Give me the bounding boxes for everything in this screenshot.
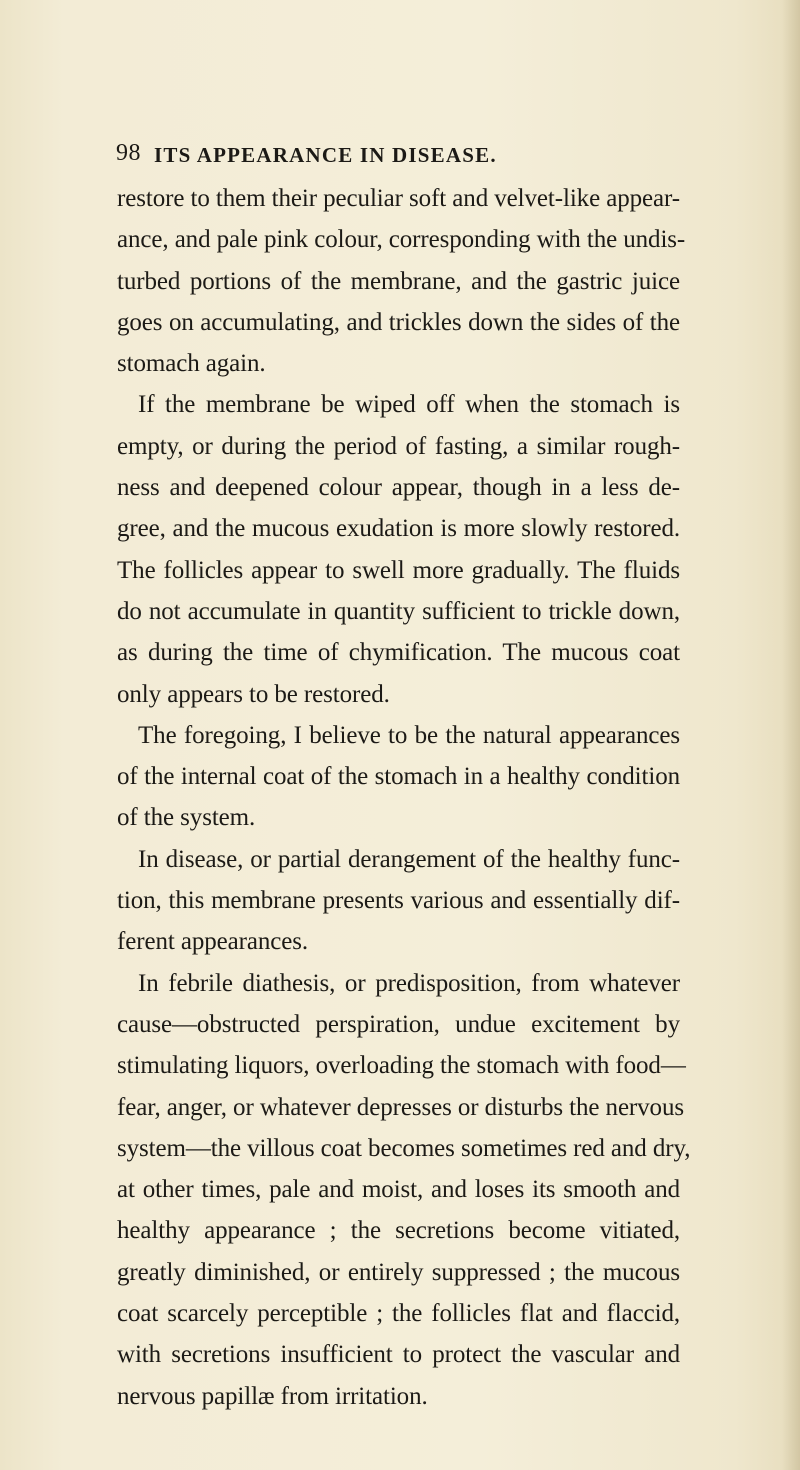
page-edge-shadow xyxy=(782,0,800,1470)
body-text xyxy=(117,178,691,1417)
text-line: ness and deepened colour appear, though in a less de- xyxy=(117,474,680,502)
page-header xyxy=(116,140,696,170)
text-line: system—the villous coat becomes sometimes red and dry, xyxy=(117,1134,691,1162)
text-line: nervous papillæ from irritation. xyxy=(117,1382,428,1410)
text-line: only appears to be restored. xyxy=(117,680,390,708)
text-line: stimulating liquors, overloading the stomach with food— xyxy=(117,1052,686,1080)
text-line: of the internal coat of the stomach in a healthy condition xyxy=(117,763,680,791)
text-line: do not accumulate in quantity sufficient to trickle down, xyxy=(117,597,680,625)
text-line: In febrile diathesis, or predisposition, from whatever xyxy=(138,969,680,997)
text-line: gree, and the mucous exudation is more slowly restored. xyxy=(117,515,680,543)
text-line: cause—obstructed perspiration, undue excitement by xyxy=(117,1010,680,1038)
text-line: In disease, or partial derangement of the healthy func- xyxy=(138,845,680,873)
page-number: 98 xyxy=(116,140,141,166)
text-line: greatly diminished, or entirely suppressed ; the mucous xyxy=(117,1258,680,1286)
text-line: goes on accumulating, and trickles down the sides of the xyxy=(117,308,680,336)
text-line: tion, this membrane presents various and essentially dif- xyxy=(117,887,680,915)
text-line: turbed portions of the membrane, and the gastric juice xyxy=(117,267,680,295)
text-line: coat scarcely perceptible ; the follicles flat and flaccid, xyxy=(117,1300,680,1328)
text-line: as during the time of chymification. The mucous coat xyxy=(117,639,680,667)
text-line: ance, and pale pink colour, corresponding with the undis- xyxy=(117,226,686,254)
text-line: If the membrane be wiped off when the stomach is xyxy=(138,391,680,419)
running-head: ITS APPEARANCE IN DISEASE. xyxy=(154,143,497,167)
text-line: at other times, pale and moist, and loses its smooth and xyxy=(117,1176,680,1204)
text-line: fear, anger, or whatever depresses or disturbs the nervous xyxy=(117,1093,684,1121)
text-line: restore to them their peculiar soft and velvet-like appear- xyxy=(117,185,680,212)
text-line: The foregoing, I believe to be the natural appearances xyxy=(138,721,680,749)
text-line: with secretions insufficient to protect the vascular and xyxy=(117,1341,680,1369)
text-line: stomach again. xyxy=(117,350,266,378)
text-line: ferent appearances. xyxy=(117,928,309,956)
text-line: healthy appearance ; the secretions become vitiated, xyxy=(117,1217,680,1245)
text-line: The follicles appear to swell more gradually. The fluids xyxy=(117,556,680,584)
text-line: empty, or during the period of fasting, a similar rough- xyxy=(117,432,680,460)
text-line: of the system. xyxy=(117,804,256,832)
